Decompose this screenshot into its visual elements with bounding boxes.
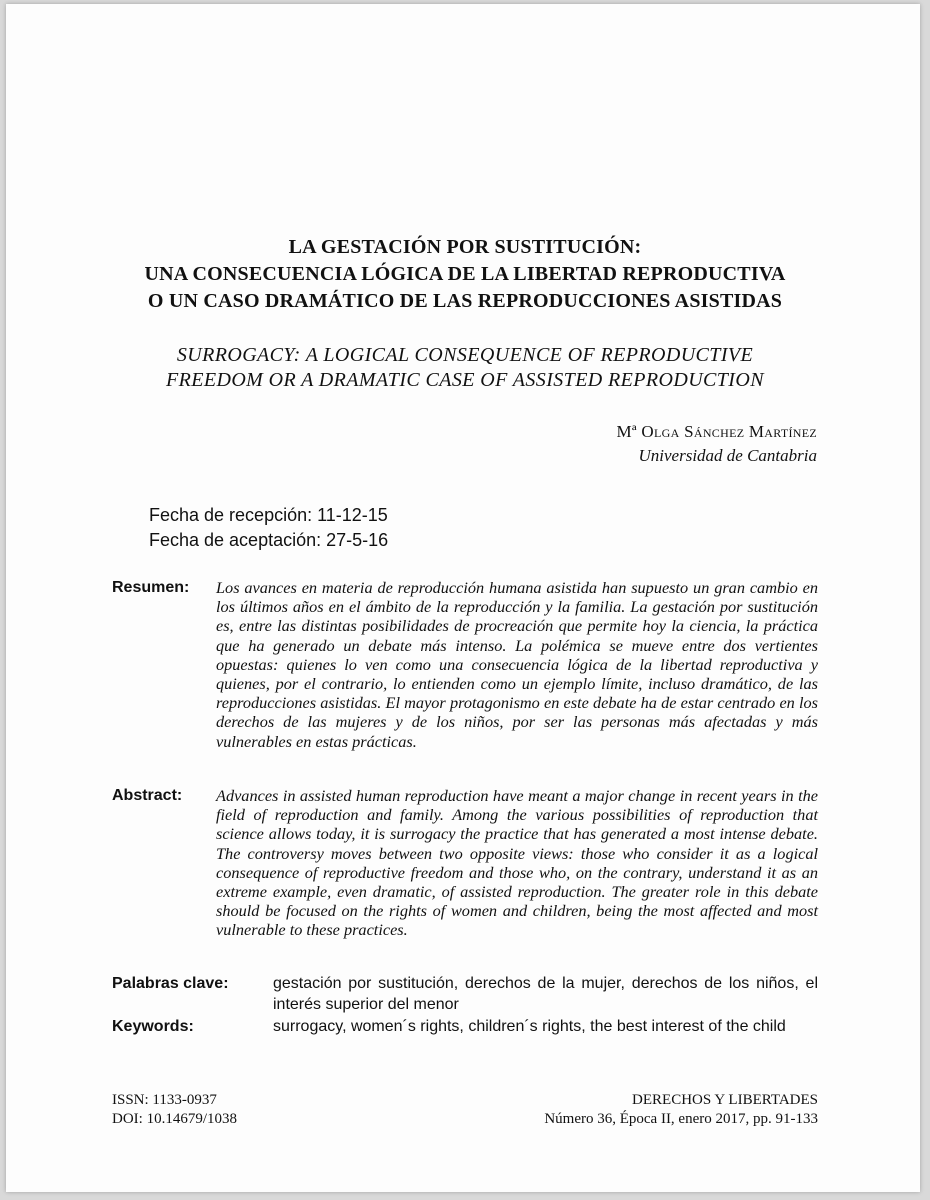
spanish-title (0, 234, 930, 315)
spanish-title-line-3: O UN CASO DRAMÁTICO DE LAS REPRODUCCIONES ASISTIDAS (147, 290, 783, 312)
footer-journal (544, 1091, 818, 1129)
received-date: Fecha de recepción: 11-12-15 (149, 505, 388, 525)
english-title (0, 343, 930, 393)
abstract-text: Advances in assisted human reproduction have meant a major change in recent years in the field of reproduction and family. Among the various possibilities of reproduction that science allows today, it is surrogacy the practice that has generated a most intense debate. The controversy moves between two opposite views: those who consider it as a logical consequence of reproductive freedom and those who, on the contrary, understand it as an extreme example, even dramatic, of assisted reproduction. The greater role in this debate should be focused on the rights of women and children, being the most affected and most vulnerable to these practices. (216, 786, 818, 940)
english-title-line-2: FREEDOM OR A DRAMATIC CASE OF ASSISTED REPRODUCTION (166, 369, 764, 391)
author-name: Mª Olga Sánchez Martínez (616, 422, 817, 441)
spanish-title-line-1: LA GESTACIÓN POR SUSTITUCIÓN: (288, 236, 642, 258)
dates-block (149, 503, 388, 553)
palabras-clave-label: Palabras clave: (112, 975, 229, 992)
resumen-text: Los avances en materia de reproducción humana asistida han supuesto un gran cambio en los últimos años en el ámbito de la reproducción y la familia. La gestación por sustitución es, entre las distintas posibilidades de procreación que permite hoy la ciencia, la práctica que ha generado un debate más intenso. La polémica se mueve entre dos vertientes opuestas: quienes lo ven como una consecuencia lógica de la libertad reproductiva y quienes, por el contrario, lo entienden como un ejemplo límite, incluso dramático, de las reproducciones asistidas. El mayor protagonismo en este debate ha de estar centrado en los derechos de las mujeres y de los niños, por ser las personas más afectadas y más vulnerables en estas prácticas. (216, 578, 818, 751)
palabras-clave-text: gestación por sustitución, derechos de la mujer, derechos de los niños, el interés superior del menor (273, 975, 818, 1013)
doi: DOI: 10.14679/1038 (112, 1111, 237, 1127)
journal-issue: Número 36, Época II, enero 2017, pp. 91-133 (544, 1111, 818, 1127)
keywords-label: Keywords: (112, 1018, 194, 1035)
issn: ISSN: 1133-0937 (112, 1092, 217, 1108)
resumen-label: Resumen: (112, 579, 190, 596)
keywords-text: surrogacy, women´s rights, children´s rights, the best interest of the child (273, 1018, 786, 1035)
author-affiliation: Universidad de Cantabria (638, 446, 817, 465)
english-title-line-1: SURROGACY: A LOGICAL CONSEQUENCE OF REPRODUCTIVE (176, 344, 754, 366)
author-block (616, 420, 817, 468)
journal-name: DERECHOS Y LIBERTADES (632, 1092, 818, 1108)
accepted-date: Fecha de aceptación: 27-5-16 (149, 530, 389, 550)
footer-identifiers (112, 1091, 237, 1129)
abstract-label: Abstract: (112, 787, 183, 804)
spanish-title-line-2: UNA CONSECUENCIA LÓGICA DE LA LIBERTAD REPRODUCTIVA (144, 263, 786, 285)
